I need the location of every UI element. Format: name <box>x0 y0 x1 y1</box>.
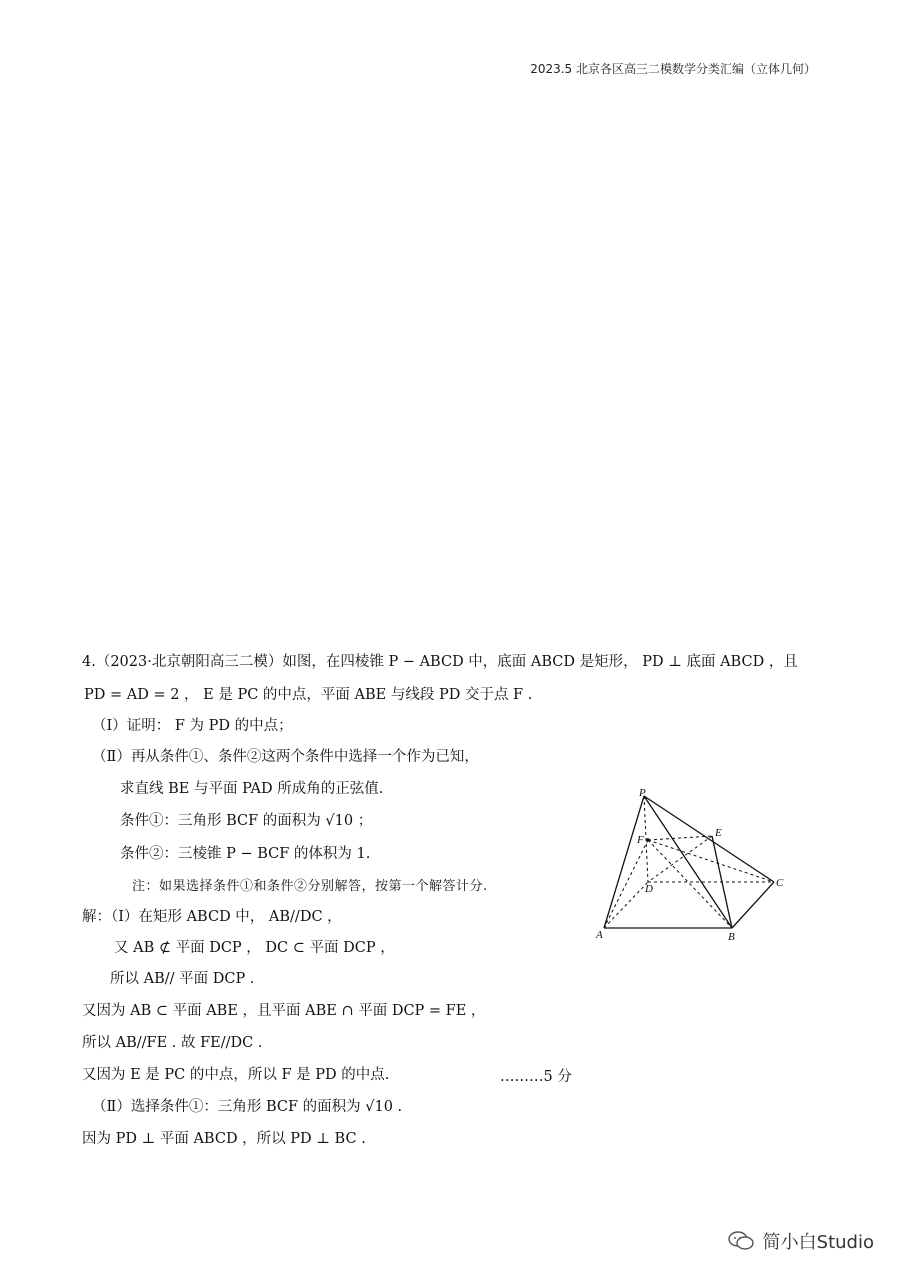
solution-line-1: 解：（Ⅰ）在矩形 ABCD 中， AB//DC ， <box>82 909 342 925</box>
solution-line-4: 又因为 AB ⊂ 平面 ABE ，且平面 ABE ∩ 平面 DCP = FE ， <box>82 1003 486 1019</box>
label-B: B <box>728 931 735 943</box>
score-mark: ………5 分 <box>500 1069 572 1085</box>
label-D: D <box>645 883 653 895</box>
solution-line-2: 又 AB ⊄ 平面 DCP ， DC ⊂ 平面 DCP ， <box>114 940 395 956</box>
edge-BC <box>732 882 774 928</box>
watermark <box>727 1228 874 1254</box>
pyramid-figure <box>592 784 802 944</box>
problem-line-2: PD = AD = 2 ， E 是 PC 的中点，平面 ABE 与线段 PD 交于点 F . <box>84 687 533 703</box>
solution-line-3: 所以 AB// 平面 DCP . <box>110 971 255 987</box>
solution-line-7: （Ⅱ）选择条件①：三角形 BCF 的面积为 √10 . <box>92 1099 403 1115</box>
condition-2: 条件②：三棱锥 P − BCF 的体积为 1. <box>120 846 371 862</box>
edge-PB <box>644 796 732 928</box>
label-C: C <box>776 877 784 889</box>
edge-FB <box>648 840 732 928</box>
condition-1: 条件①：三角形 BCF 的面积为 √10 ； <box>120 813 373 829</box>
problem-part-2: （Ⅱ）再从条件①、条件②这两个条件中选择一个作为已知， <box>92 749 479 765</box>
label-P: P <box>639 787 646 799</box>
edge-ED <box>648 836 712 882</box>
problem-line-1: 4.（2023·北京朝阳高三二模）如图，在四棱锥 P − ABCD 中，底面 ABCD 是矩形， PD ⊥ 底面 ABCD ，且 <box>82 654 798 670</box>
scoring-note: 注：如果选择条件①和条件②分别解答，按第一个解答计分. <box>132 879 488 894</box>
problem-part-1: （Ⅰ）证明： F 为 PD 的中点； <box>92 718 293 734</box>
wechat-icon <box>727 1230 755 1252</box>
label-A: A <box>596 929 603 941</box>
label-F: F <box>637 834 644 846</box>
watermark-text: 简小白Studio <box>762 1232 874 1253</box>
solution-line-5: 所以 AB//FE . 故 FE//DC . <box>82 1035 263 1051</box>
point-F <box>646 838 650 842</box>
edge-FE <box>648 836 712 840</box>
solution-line-8: 因为 PD ⊥ 平面 ABCD ，所以 PD ⊥ BC . <box>82 1131 366 1147</box>
edge-PA <box>604 796 644 928</box>
solution-line-6: 又因为 E 是 PC 的中点，所以 F 是 PD 的中点. <box>82 1067 390 1083</box>
page-header: 2023.5 北京各区高三二模数学分类汇编（立体几何） <box>530 62 816 76</box>
edge-PC <box>644 796 774 882</box>
label-E: E <box>715 827 722 839</box>
edge-FC <box>648 840 774 882</box>
problem-question: 求直线 BE 与平面 PAD 所成角的正弦值. <box>120 781 384 797</box>
